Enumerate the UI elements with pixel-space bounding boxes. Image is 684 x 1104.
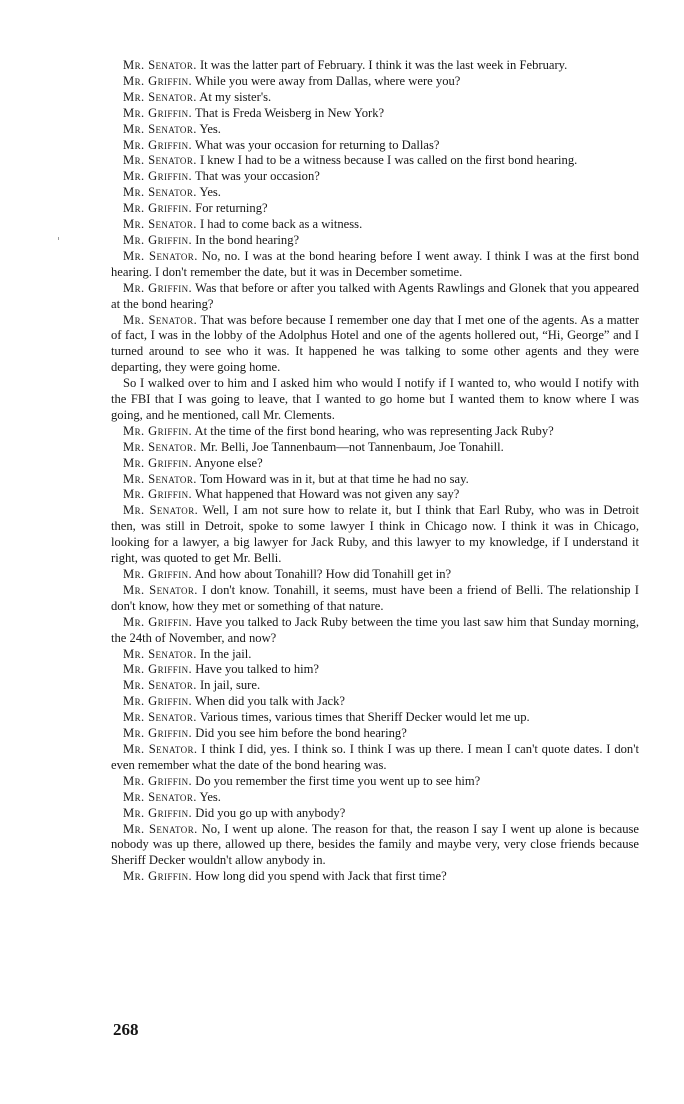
testimony-paragraph <box>111 710 639 726</box>
statement-text: I had to come back as a witness. <box>199 217 363 232</box>
testimony-paragraph <box>111 583 639 615</box>
testimony-paragraph <box>111 90 639 106</box>
statement-text: What happened that Howard was not given any say? <box>194 487 460 502</box>
statement-text: What was your occasion for returning to Dallas? <box>194 137 440 152</box>
speaker-name: Mr. Senator. <box>123 471 197 486</box>
speaker-name: Mr. Senator. <box>123 185 197 200</box>
speaker-name: Mr. Griffin. <box>123 614 193 629</box>
statement-text: Mr. Belli, Joe Tannenbaum—not Tannenbaum, Joe Tonahill. <box>199 439 504 454</box>
statement-text: Various times, various times that Sheriff Decker would let me up. <box>199 710 530 725</box>
speaker-name: Mr. Griffin. <box>123 726 193 741</box>
speaker-name: Mr. Senator. <box>123 89 197 104</box>
speaker-name: Mr. Senator. <box>123 678 197 693</box>
testimony-paragraph <box>111 726 639 742</box>
testimony-paragraph <box>111 74 639 90</box>
statement-text: Have you talked to Jack Ruby between the time you last saw him that Sunday morning, the 24th of November, and now? <box>111 614 639 645</box>
testimony-paragraph <box>111 567 639 583</box>
statement-text: At the time of the first bond hearing, who was representing Jack Ruby? <box>194 423 554 438</box>
speaker-name: Mr. Griffin. <box>123 694 193 709</box>
speaker-name: Mr. Senator. <box>123 582 198 597</box>
statement-text: It was the latter part of February. I think it was the last week in February. <box>199 58 568 72</box>
statement-text: And how about Tonahill? How did Tonahill get in? <box>194 567 452 581</box>
speaker-name: Mr. Griffin. <box>123 662 193 677</box>
statement-text: Yes. <box>199 789 221 804</box>
statement-text: Tom Howard was in it, but at that time he had no say. <box>199 471 469 486</box>
testimony-paragraph <box>111 615 639 647</box>
speaker-name: Mr. Senator. <box>123 439 197 454</box>
testimony-paragraph <box>111 694 639 710</box>
testimony-paragraph <box>111 790 639 806</box>
speaker-name: Mr. Griffin. <box>123 805 193 820</box>
speaker-name: Mr. Senator. <box>123 821 198 836</box>
statement-text: Did you go up with anybody? <box>195 805 346 820</box>
testimony-paragraph <box>111 806 639 822</box>
statement-text: For returning? <box>195 201 268 216</box>
testimony-paragraph <box>111 662 639 678</box>
testimony-paragraph <box>111 472 639 488</box>
statement-text: I don't know. Tonahill, it seems, must have been a friend of Belli. The relationship I don't know, how they met or something of that nature. <box>111 582 639 613</box>
testimony-paragraph <box>111 138 639 154</box>
testimony-paragraph <box>111 249 639 281</box>
statement-text: When did you talk with Jack? <box>194 694 346 709</box>
statement-text: I think I did, yes. I think so. I think I was up there. I mean I can't quote dates. I don't even remember what the date of the bond hearing was. <box>111 741 639 772</box>
speaker-name: Mr. Senator. <box>123 646 197 661</box>
scan-speck <box>58 237 59 240</box>
statement-text: I knew I had to be a witness because I was called on the first bond hearing. <box>199 153 578 168</box>
statement-text: While you were away from Dallas, where were you? <box>194 73 461 88</box>
speaker-name: Mr. Senator. <box>123 217 197 232</box>
speaker-name: Mr. Senator. <box>123 248 198 263</box>
statement-text: At my sister's. <box>199 89 272 104</box>
testimony-paragraph <box>111 456 639 472</box>
speaker-name: Mr. Griffin. <box>123 773 193 788</box>
speaker-name: Mr. Griffin. <box>123 201 193 216</box>
testimony-paragraph <box>111 869 639 885</box>
statement-text: Did you see him before the bond hearing? <box>195 726 407 741</box>
testimony-paragraph <box>111 678 639 694</box>
testimony-paragraph <box>111 424 639 440</box>
testimony-paragraph <box>111 647 639 663</box>
speaker-name: Mr. Senator. <box>123 789 197 804</box>
testimony-paragraph <box>111 503 639 567</box>
statement-text: Anyone else? <box>194 455 263 470</box>
testimony-paragraph <box>111 122 639 138</box>
speaker-name: Mr. Senator. <box>123 312 198 327</box>
speaker-name: Mr. Griffin. <box>123 137 193 152</box>
speaker-name: Mr. Griffin. <box>123 105 193 120</box>
testimony-paragraph <box>111 185 639 201</box>
statement-text: So I walked over to him and I asked him who would I notify if I wanted to, who would I notify with the FBI that I was going to leave, that I wanted to go home but I wanted them to know where I was going, and he mentioned, call Mr. Clements. <box>111 376 639 422</box>
speaker-name: Mr. Griffin. <box>123 869 193 884</box>
page-number: 268 <box>113 1020 139 1039</box>
testimony-transcript <box>111 58 639 885</box>
testimony-paragraph <box>111 313 639 377</box>
speaker-name: Mr. Griffin. <box>123 169 193 184</box>
testimony-paragraph <box>111 440 639 456</box>
testimony-paragraph <box>111 774 639 790</box>
speaker-name: Mr. Griffin. <box>123 455 193 470</box>
testimony-paragraph <box>111 822 639 870</box>
speaker-name: Mr. Griffin. <box>123 73 193 88</box>
statement-text: No, I went up alone. The reason for that, the reason I say I went up alone is because nobody was up there, allowed up there, besides the family and maybe very, very close friends because Sheriff Decker wouldn't allow anybody in. <box>111 821 639 868</box>
speaker-name: Mr. Griffin. <box>123 280 193 295</box>
statement-text: That was your occasion? <box>194 169 320 184</box>
statement-text: Do you remember the first time you went up to see him? <box>195 773 481 788</box>
speaker-name: Mr. Senator. <box>123 503 199 518</box>
testimony-paragraph <box>111 58 639 74</box>
statement-text: That is Freda Weisberg in New York? <box>194 105 385 120</box>
statement-text: In the bond hearing? <box>195 232 300 247</box>
testimony-paragraph <box>111 281 639 313</box>
speaker-name: Mr. Senator. <box>123 121 197 136</box>
statement-text: Yes. <box>199 121 221 136</box>
testimony-paragraph <box>111 742 639 774</box>
speaker-name: Mr. Griffin. <box>123 423 193 438</box>
speaker-name: Mr. Senator. <box>123 741 198 756</box>
speaker-name: Mr. Griffin. <box>123 487 193 502</box>
testimony-paragraph <box>111 153 639 169</box>
statement-text: No, no. I was at the bond hearing before I went away. I think I was at the first bond hearing. I don't remember the date, but it was in December sometime. <box>111 248 639 279</box>
speaker-name: Mr. Griffin. <box>123 232 193 247</box>
statement-text: In the jail. <box>199 646 252 661</box>
statement-text: In jail, sure. <box>199 678 261 693</box>
statement-text: Yes. <box>199 185 221 200</box>
testimony-paragraph <box>111 233 639 249</box>
testimony-paragraph <box>111 487 639 503</box>
speaker-name: Mr. Senator. <box>123 710 197 725</box>
testimony-paragraph <box>111 106 639 122</box>
statement-text: Well, I am not sure how to relate it, but I think that Earl Ruby, who was in Detroit then, was still in Detroit, spoke to some lawyer I think in Chicago now. I think it was in Chicago, looking for a lawyer, a big lawyer for Jack Ruby, and this lawyer to my knowledge, if I understand it right, was quoted to get Mr. Belli. <box>111 503 639 566</box>
speaker-name: Mr. Senator. <box>123 153 197 168</box>
statement-text: Have you talked to him? <box>195 662 320 677</box>
statement-text: Was that before or after you talked with Agents Rawlings and Glonek that you appeared at the bond hearing? <box>111 280 639 311</box>
testimony-paragraph <box>111 201 639 217</box>
speaker-name: Mr. Senator. <box>123 58 197 72</box>
speaker-name: Mr. Griffin. <box>123 567 193 581</box>
testimony-paragraph <box>111 376 639 424</box>
statement-text: How long did you spend with Jack that first time? <box>195 869 447 884</box>
testimony-paragraph <box>111 169 639 185</box>
testimony-paragraph <box>111 217 639 233</box>
statement-text: That was before because I remember one day that I met one of the agents. As a matter of fact, I was in the lobby of the Adolphus Hotel and one of the agents hollered out, “Hi, George” and I turned around to see who it was. It happened he was talking to some other agents and they were departing, they were going home. <box>111 312 639 375</box>
